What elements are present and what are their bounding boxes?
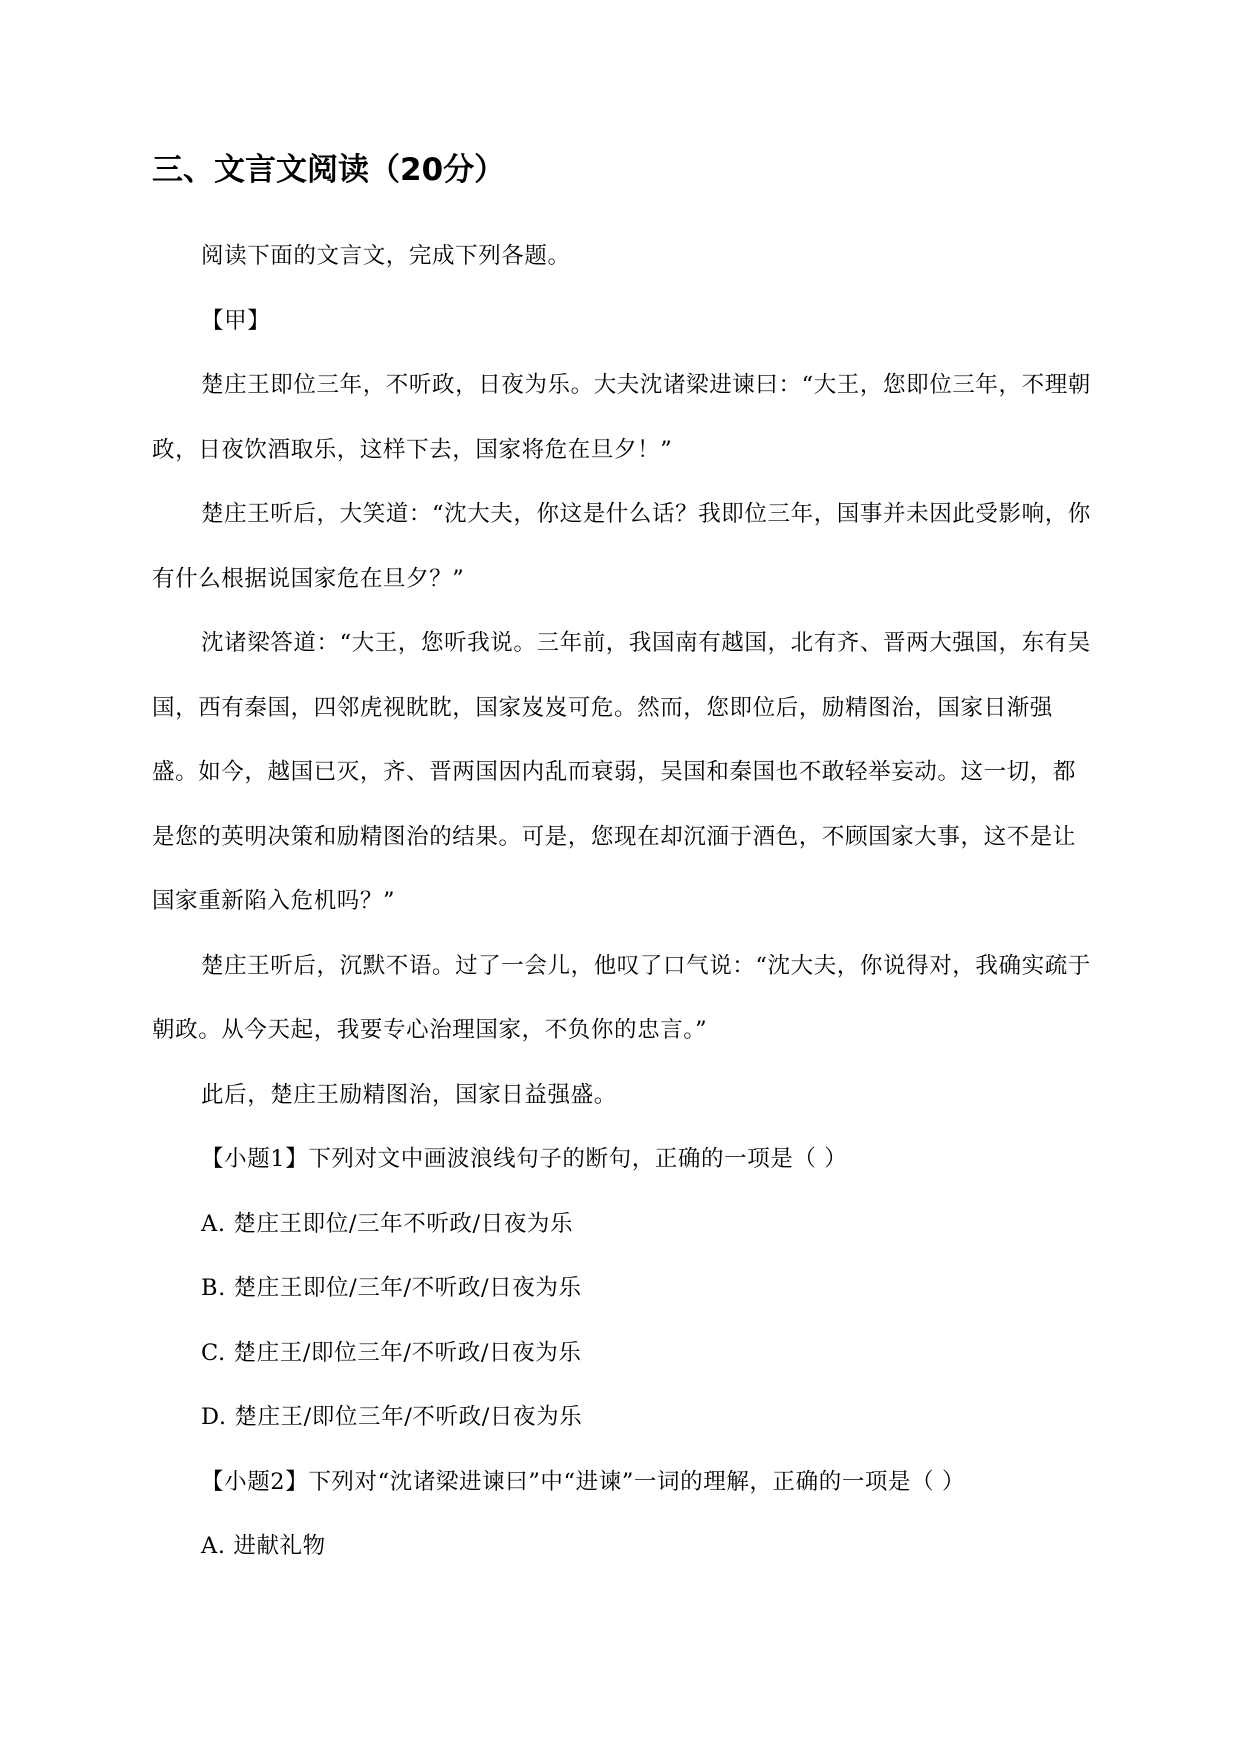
question-option: A. 进献礼物 <box>201 1533 326 1559</box>
passage-paragraph: 楚庄王即位三年，不听政，日夜为乐。大夫沈诸梁进谏曰：“大王，您即位三年，不理朝政，日夜饮酒取乐，这样下去，国家将危在旦夕！” <box>152 372 1091 463</box>
section-title: 三、文言文阅读（20分） <box>152 152 506 188</box>
passage-paragraph: 楚庄王听后，大笑道：“沈大夫，你这是什么话？我即位三年，国事并未因此受影响，你有什么根据说国家危在旦夕？” <box>152 501 1091 592</box>
question-stem: 【小题2】下列对“沈诸梁进谏曰”中“进谏”一词的理解，正确的一项是（ ） <box>201 1468 966 1495</box>
passage-paragraph: 楚庄王听后，沉默不语。过了一会儿，他叹了口气说：“沈大夫，你说得对，我确实疏于朝政。从今天起，我要专心治理国家，不负你的忠言。” <box>152 952 1091 1043</box>
document-content <box>152 150 1092 1579</box>
question-option: A. 楚庄王即位/三年不听政/日夜为乐 <box>201 1210 574 1237</box>
passage-paragraph: 此后，楚庄王励精图治，国家日益强盛。 <box>201 1081 617 1108</box>
passage-paragraph: 沈诸梁答道：“大王，您听我说。三年前，我国南有越国，北有齐、晋两大强国，东有吴国，西有秦国，四邻虎视眈眈，国家岌岌可危。然而，您即位后，励精图治，国家日渐强盛。如今，越国已灭，齐、晋两国因内乱而衰弱，吴国和秦国也不敢轻举妄动。这一切，都是您的英明决策和励精图治的结果。可是，您现在却沉湎于酒色，不顾国家大事，这不是让国家重新陷入危机吗？” <box>152 630 1091 914</box>
question-option: C. 楚庄王/即位三年/不听政/日夜为乐 <box>201 1339 582 1366</box>
question-option: D. 楚庄王/即位三年/不听政/日夜为乐 <box>201 1404 583 1430</box>
passage-label: 【甲】 <box>201 307 271 334</box>
question-stem: 【小题1】下列对文中画波浪线句子的断句，正确的一项是（ ） <box>201 1146 848 1172</box>
instruction-text: 阅读下面的文言文，完成下列各题。 <box>201 243 571 269</box>
question-option: B. 楚庄王即位/三年/不听政/日夜为乐 <box>201 1275 582 1301</box>
